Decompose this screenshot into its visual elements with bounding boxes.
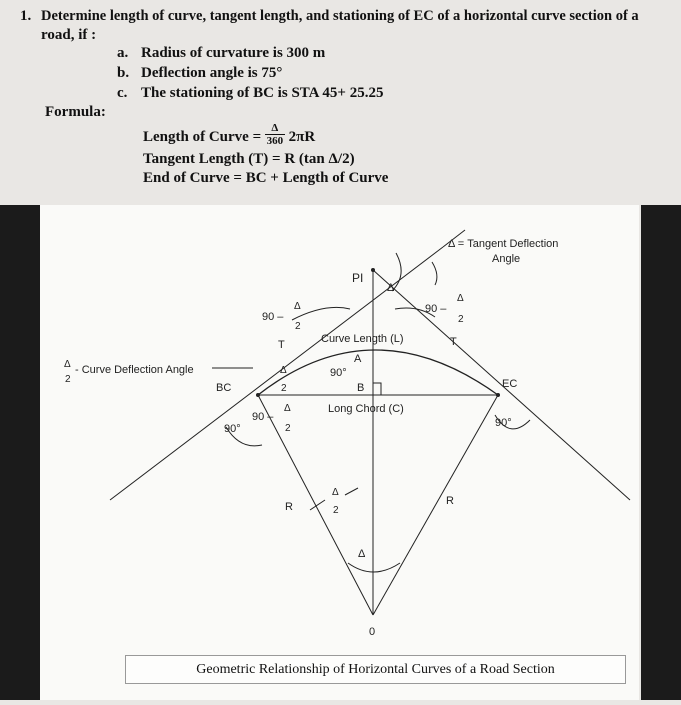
top-left-angle-arc (292, 307, 350, 320)
center-ninety-label: 90° (330, 367, 347, 379)
bc-ninety-half-den: 2 (285, 423, 291, 434)
top-right-ninety-minus: 90 – (425, 303, 447, 315)
problem-line-2: road, if : (41, 27, 97, 43)
center-angle-arc (348, 563, 400, 572)
problem-number: 1. (20, 8, 32, 24)
curve-length-label: Curve Length (L) (321, 333, 404, 345)
top-right-half-den: 2 (458, 314, 464, 325)
center-half-num: Δ (332, 487, 339, 498)
t-left-label: T (278, 339, 285, 351)
tangent-deflection-label-2: Angle (492, 253, 521, 265)
formula-length (143, 122, 316, 149)
item-a-text: Radius of curvature is 300 m (141, 45, 326, 61)
bc-ninety-deg: 90° (224, 423, 241, 435)
bc-half-num: Δ (280, 365, 287, 376)
radius-left-line (258, 395, 373, 615)
bc-ninety-minus: 90 – (252, 411, 274, 423)
curve-diagram (40, 205, 639, 700)
item-b-marker: b. (117, 65, 130, 81)
pi-label: PI (352, 271, 364, 285)
center-half-den: 2 (333, 505, 339, 516)
curve-deflection-half-num: Δ (64, 359, 71, 370)
bc-ninety-half-num: Δ (284, 403, 291, 414)
formula-end: End of Curve = BC + Length of Curve (143, 170, 389, 186)
formula-fraction-num: Δ (271, 122, 279, 134)
item-c-marker: c. (117, 85, 128, 101)
item-c-text: The stationing of BC is STA 45+ 25.25 (141, 85, 384, 101)
tangent-deflection-label-1: Δ = Tangent Deflection (448, 238, 559, 250)
right-dark-edge (641, 205, 681, 700)
problem-line-1: Determine length of curve, tangent length, and stationing of EC of a horizontal curve section of a (41, 8, 639, 24)
top-left-half-num: Δ (294, 301, 301, 312)
point-a-label: A (354, 353, 362, 365)
ec-point (496, 393, 500, 397)
left-dark-edge (0, 205, 40, 700)
curve-arc (258, 350, 498, 395)
curve-deflection-label: - Curve Deflection Angle (75, 364, 194, 376)
top-left-ninety-minus: 90 – (262, 311, 284, 323)
item-a-marker: a. (117, 45, 129, 61)
long-chord-label: Long Chord (C) (328, 403, 404, 415)
r-left-label: R (285, 501, 293, 513)
center-delta-label: Δ (358, 548, 366, 560)
ec-label: EC (502, 378, 518, 390)
tangent-deflection-arc (432, 262, 437, 285)
radius-right-line (373, 395, 498, 615)
r-right-label: R (446, 495, 454, 507)
formula-length-prefix: Length of Curve = (143, 128, 265, 145)
pi-delta-label: Δ (387, 282, 395, 294)
item-b-text: Deflection angle is 75° (141, 65, 283, 81)
right-angle-mark (373, 383, 381, 395)
pi-point (371, 268, 375, 272)
formula-fraction (265, 123, 285, 146)
formula-length-suffix: 2πR (288, 128, 316, 145)
formula-tangent: Tangent Length (T) = R (tan Δ/2) (143, 151, 355, 167)
half-delta-arrow (345, 488, 358, 495)
top-right-half-num: Δ (457, 293, 464, 304)
bc-point (256, 393, 260, 397)
curve-diagram-svg (40, 205, 639, 700)
t-right-label: T (450, 336, 457, 348)
formula-fraction-den: 360 (266, 135, 284, 147)
center-point-label: 0 (369, 626, 376, 638)
curve-deflection-half-den: 2 (65, 374, 71, 385)
top-left-half-den: 2 (295, 321, 301, 332)
point-b-label: B (357, 382, 365, 394)
formula-heading: Formula: (45, 104, 106, 120)
ec-ninety-deg: 90° (495, 417, 512, 429)
figure-caption: Geometric Relationship of Horizontal Curves of a Road Section (125, 655, 626, 684)
bc-half-den: 2 (281, 383, 287, 394)
bc-label: BC (216, 382, 232, 394)
